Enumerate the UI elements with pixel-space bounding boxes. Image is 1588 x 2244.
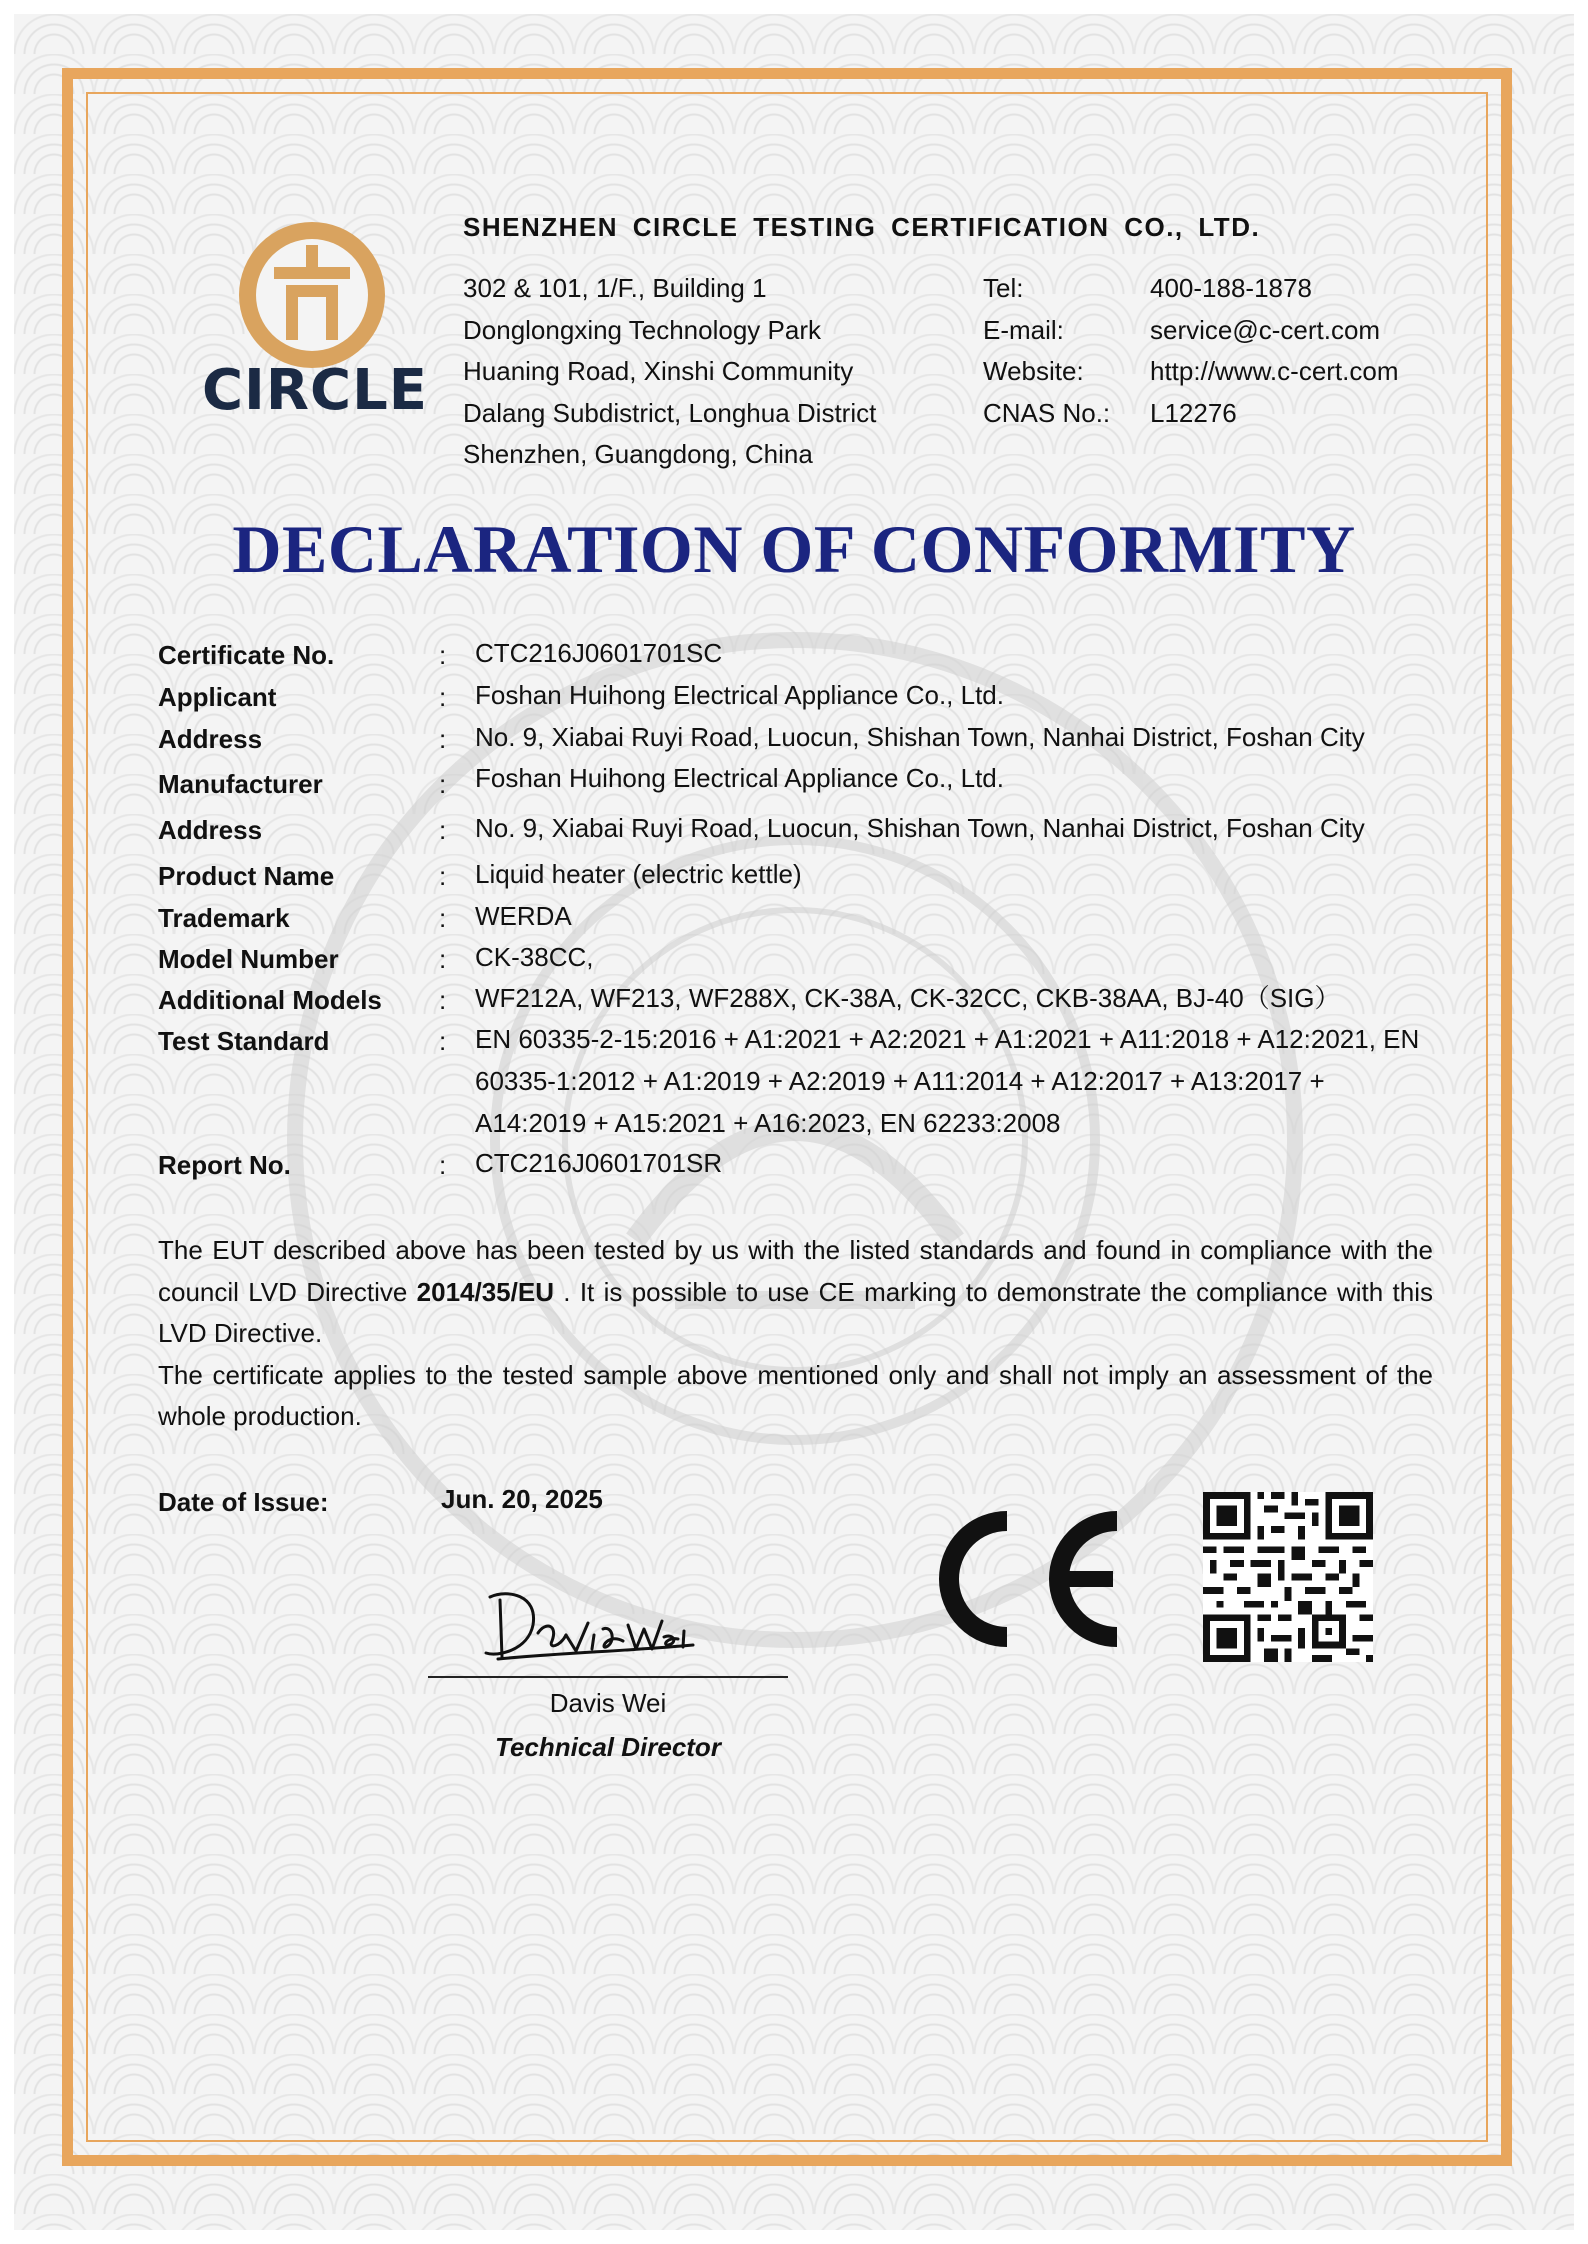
field-label: Model Number — [158, 944, 339, 974]
contact-value: http://www.c-cert.com — [1150, 356, 1399, 386]
field-value: CTC216J0601701SR — [475, 1148, 723, 1178]
field-value: Foshan Huihong Electrical Appliance Co., Ltd. — [475, 763, 1004, 793]
field-label: Manufacturer — [158, 769, 323, 799]
field-colon: : — [439, 861, 447, 891]
field-label: Product Name — [158, 861, 335, 891]
field-label: Trademark — [158, 903, 290, 933]
field-colon: : — [439, 682, 447, 712]
field-value: Foshan Huihong Electrical Appliance Co., Ltd. — [475, 680, 1004, 710]
field-label: Report No. — [158, 1150, 291, 1180]
contact-label: Tel: — [983, 273, 1024, 303]
field-label: Address — [158, 815, 263, 845]
directive-number: 2014/35/EU — [416, 1276, 554, 1307]
address-line: 302 & 101, 1/F., Building 1 — [463, 273, 767, 303]
signature-line — [428, 1676, 788, 1678]
issuer-address — [463, 268, 876, 476]
field-colon: : — [439, 985, 447, 1015]
contact-label: CNAS No.: — [983, 397, 1111, 428]
contact-value: service@c-cert.com — [1150, 314, 1381, 345]
contact-value: 400-188-1878 — [1150, 273, 1312, 303]
field-value: Liquid heater (electric kettle) — [475, 859, 802, 889]
contact-row-website — [983, 351, 1399, 393]
contact-label: E-mail: — [983, 314, 1064, 345]
signature-icon — [478, 1585, 703, 1667]
contact-row-email — [983, 310, 1399, 352]
date-of-issue-value: Jun. 20, 2025 — [441, 1484, 603, 1514]
field-label: Certificate No. — [158, 640, 335, 670]
signatory-name: Davis Wei — [549, 1688, 667, 1718]
date-of-issue-label: Date of Issue: — [158, 1487, 329, 1517]
issuer-contacts — [983, 268, 1399, 434]
field-label: Test Standard — [158, 1026, 330, 1056]
issuer-name: SHENZHEN CIRCLE TESTING CERTIFICATION CO., LTD. — [463, 212, 1261, 242]
field-colon: : — [439, 903, 447, 933]
compliance-statement — [158, 1230, 1433, 1438]
field-colon: : — [439, 944, 447, 974]
field-value: CTC216J0601701SC — [475, 638, 723, 668]
qr-code-icon — [1203, 1492, 1373, 1662]
field-colon: : — [439, 769, 447, 799]
field-value: No. 9, Xiabai Ruyi Road, Luocun, Shishan Town, Nanhai District, Foshan City — [475, 722, 1365, 752]
statement-paragraph: The certificate applies to the tested sample above mentioned only and shall not imply an assessment of the whole production. — [158, 1359, 1433, 1431]
signatory-title: Technical Director — [495, 1732, 721, 1762]
contact-label: Website: — [983, 356, 1084, 386]
contact-value: L12276 — [1150, 397, 1237, 428]
field-value: WERDA — [475, 901, 572, 931]
field-label: Additional Models — [158, 985, 382, 1015]
field-colon: : — [439, 1150, 447, 1180]
field-label: Address — [158, 724, 263, 754]
field-value: EN 60335-2-15:2016 + A1:2021 + A2:2021 + A1:2021 + A11:2018 + A12:2021, EN 60335-1:2012 + A1:2019 + A2:2019 + A11:2014 + A12:2017 + A13:2017 + A14:2019 + A15:2021 + A16:2023, EN 62233:2008 — [475, 1024, 1420, 1138]
field-value: No. 9, Xiabai Ruyi Road, Luocun, Shishan Town, Nanhai District, Foshan City — [475, 813, 1365, 843]
field-value: CK-38CC, — [475, 942, 594, 972]
field-colon: : — [439, 724, 447, 754]
field-label: Applicant — [158, 682, 277, 712]
field-colon: : — [439, 1026, 447, 1056]
document-title: DECLARATION OF CONFORMITY — [232, 511, 1356, 587]
field-value: WF212A, WF213, WF288X, CK-38A, CK-32CC, CKB-38AA, BJ-40（SIG） — [475, 983, 1341, 1013]
statement-paragraph — [158, 1230, 1433, 1355]
statement-text: The EUT described above has been tested by us with the listed standards and found in compliance with the council LVD Directive — [158, 1235, 1433, 1307]
contact-row-tel — [983, 268, 1399, 310]
field-colon: : — [439, 640, 447, 670]
contact-row-cnas — [983, 393, 1399, 435]
address-line: Shenzhen, Guangdong, China — [463, 439, 813, 469]
address-line: Donglongxing Technology Park — [463, 314, 821, 345]
address-line: Dalang Subdistrict, Longhua District — [463, 397, 877, 428]
field-colon: : — [439, 815, 447, 845]
statement-text: . It is possible to use CE marking to demonstrate the compliance with this LVD Directive. — [158, 1276, 1433, 1348]
address-line: Huaning Road, Xinshi Community — [463, 356, 854, 386]
ce-mark-icon — [915, 1505, 1125, 1653]
logo-wordmark: CIRCLE — [201, 358, 429, 423]
